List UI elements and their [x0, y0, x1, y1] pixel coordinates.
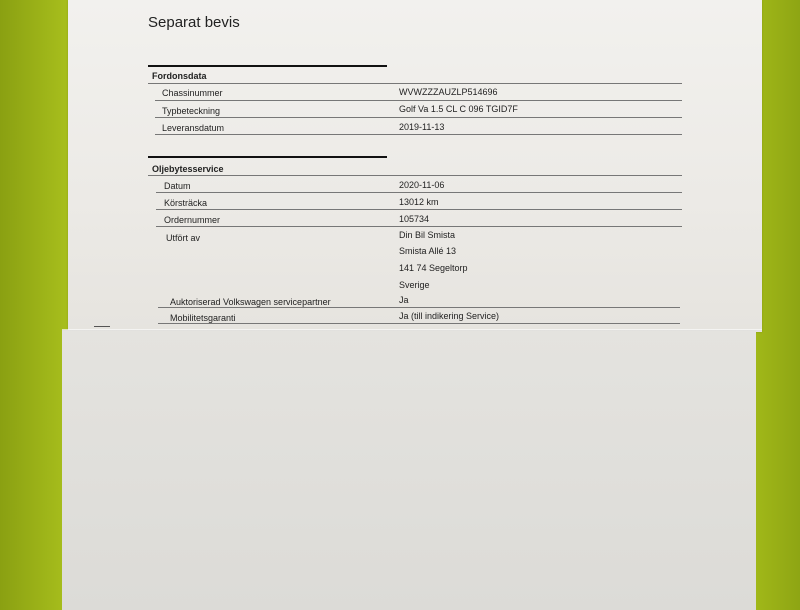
- section-rule-service: [148, 156, 387, 158]
- row-divider: [158, 323, 680, 324]
- row-divider: [158, 307, 680, 308]
- row-divider: [155, 117, 682, 118]
- label-utfort-av: Utfört av: [166, 233, 201, 243]
- label-datum: Datum: [164, 181, 191, 191]
- value-chassinummer: WVWZZZAUZLP514696: [399, 87, 498, 97]
- value-dealer-postal: 141 74 Segeltorp: [399, 263, 468, 273]
- value-leveransdatum: 2019-11-13: [399, 122, 445, 132]
- section-rule-vehicle: [148, 65, 387, 67]
- value-ordernummer: 105734: [399, 214, 430, 224]
- row-divider: [148, 83, 682, 84]
- margin-mark: [94, 326, 110, 327]
- label-typbeteckning: Typbeteckning: [162, 106, 221, 116]
- document-title: Separat bevis: [148, 14, 240, 31]
- row-divider: [156, 192, 682, 193]
- value-datum: 2020-11-06: [399, 180, 445, 190]
- paper-fold-line: [62, 329, 762, 331]
- value-dealer-street: Smista Allé 13: [399, 246, 457, 256]
- value-mobilitetsgaranti: Ja (till indikering Service): [399, 311, 500, 321]
- value-korstracka: 13012 km: [399, 197, 439, 207]
- label-chassinummer: Chassinummer: [162, 88, 223, 98]
- row-divider: [156, 226, 682, 227]
- row-divider: [155, 134, 682, 135]
- value-typbeteckning: Golf Va 1.5 CL C 096 TGID7F: [399, 104, 518, 114]
- section-heading-service: Oljebytesservice: [152, 164, 224, 174]
- section-heading-vehicle: Fordonsdata: [152, 71, 207, 81]
- value-authorized-partner: Ja: [399, 295, 409, 305]
- row-divider: [156, 209, 682, 210]
- value-dealer-name: Din Bil Smista: [399, 230, 456, 240]
- row-divider: [148, 175, 682, 176]
- label-korstracka: Körsträcka: [164, 198, 208, 208]
- label-mobilitetsgaranti: Mobilitetsgaranti: [170, 313, 236, 323]
- label-leveransdatum: Leveransdatum: [162, 123, 225, 133]
- label-authorized-partner: Auktoriserad Volkswagen servicepartner: [170, 297, 331, 307]
- value-dealer-country: Sverige: [399, 280, 430, 290]
- label-ordernummer: Ordernummer: [164, 215, 221, 225]
- document-page-lower: [62, 330, 756, 610]
- row-divider: [155, 100, 682, 101]
